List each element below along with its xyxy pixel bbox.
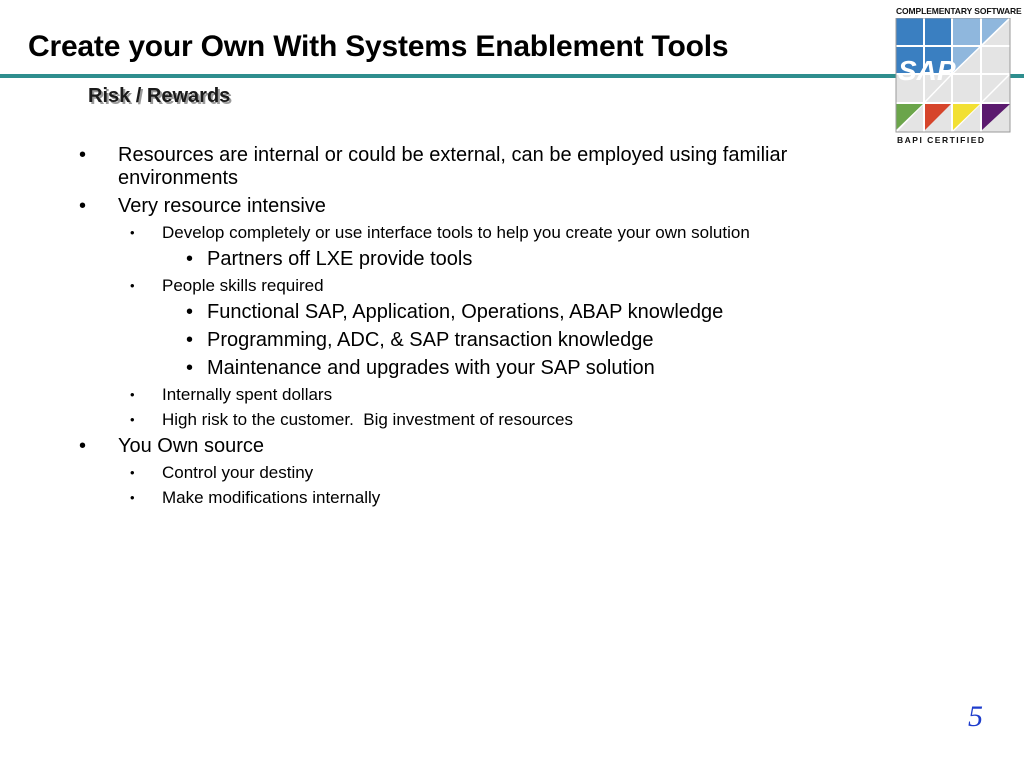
bullet-item: • Develop completely or use interface tools to help you create your own solution bbox=[130, 223, 750, 242]
title-divider bbox=[0, 74, 1024, 78]
sap-logo-icon bbox=[894, 18, 1012, 134]
bullet-item: • Make modifications internally bbox=[130, 488, 381, 507]
subtitle: Risk / Rewards bbox=[88, 85, 231, 107]
bullet-item: • Maintenance and upgrades with your SAP solution bbox=[186, 357, 655, 379]
logo-bottom-text: BAPI CERTIFIED bbox=[897, 135, 986, 145]
bullet-dot: • bbox=[79, 435, 87, 457]
bullet-item: • Partners off LXE provide tools bbox=[186, 248, 473, 270]
bullet-item: • High risk to the customer. Big investment of resources bbox=[130, 410, 574, 429]
bullet-item: • Control your destiny bbox=[130, 463, 314, 482]
bullet-item: • You Own source bbox=[79, 435, 265, 457]
bullet-item: • Internally spent dollars bbox=[130, 385, 333, 404]
page-title: Create your Own With Systems Enablement Tools bbox=[28, 30, 729, 63]
bullet-item: • People skills required bbox=[130, 276, 324, 295]
svg-text:SAP: SAP bbox=[898, 55, 956, 86]
bullet-dot: • bbox=[130, 387, 135, 402]
bullet-dot: • bbox=[79, 195, 87, 217]
bullet-dot: • bbox=[79, 144, 87, 166]
bullet-list bbox=[0, 139, 900, 508]
bullet-dot: • bbox=[130, 412, 135, 427]
bullet-item: • Functional SAP, Application, Operations, ABAP knowledge bbox=[186, 301, 724, 323]
sap-certified-logo bbox=[894, 4, 1022, 146]
bullet-dot: • bbox=[130, 490, 135, 505]
bullet-dot: • bbox=[186, 357, 194, 379]
bullet-dot: • bbox=[130, 278, 135, 293]
bullet-item: • Very resource intensive bbox=[79, 195, 326, 217]
bullet-dot: • bbox=[130, 465, 135, 480]
bullet-dot: • bbox=[130, 225, 135, 240]
bullet-dot: • bbox=[186, 248, 194, 270]
bullet-dot: • bbox=[186, 329, 194, 351]
logo-top-text: COMPLEMENTARY SOFTWARE bbox=[896, 6, 1022, 16]
bullet-item: • Programming, ADC, & SAP transaction knowledge bbox=[186, 329, 654, 351]
bullet-dot: • bbox=[186, 301, 194, 323]
bullet-item: • Resources are internal or could be external, can be employed using familiar environments bbox=[79, 144, 788, 189]
page-number: 5 bbox=[968, 700, 983, 733]
